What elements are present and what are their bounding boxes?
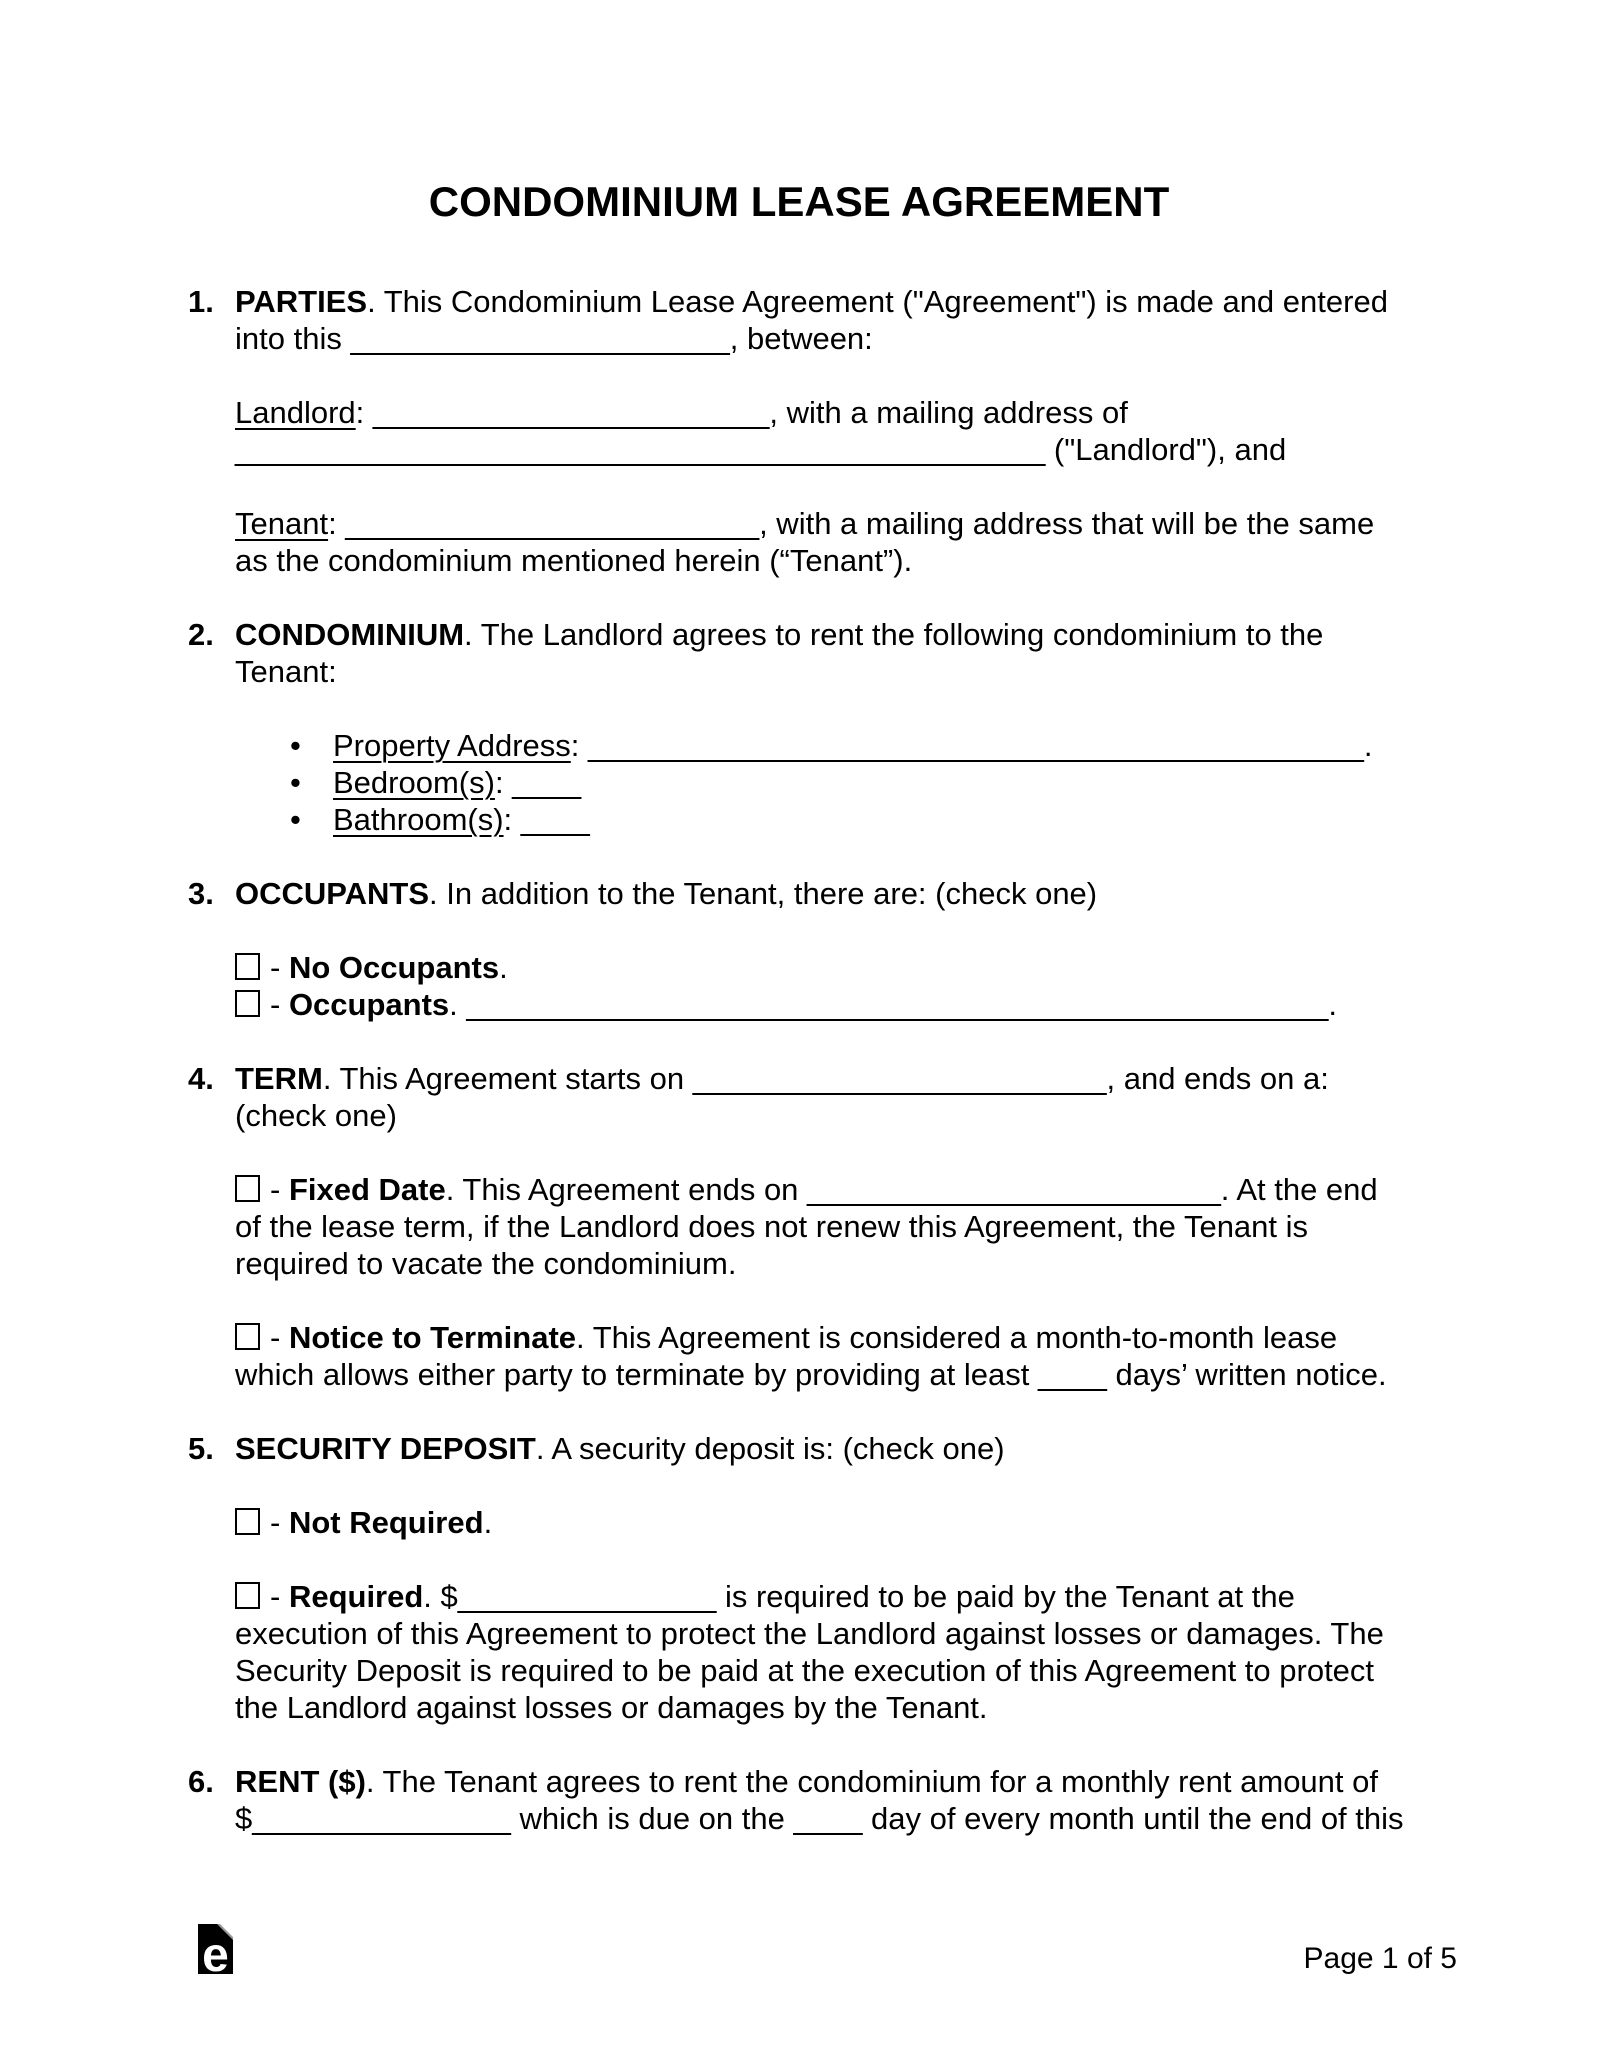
landlord-text: : _______________________, with a mailing address of _______________________________________________ ("Landlord"), and	[235, 395, 1287, 467]
option-text: .	[483, 1505, 493, 1540]
bedrooms-label: Bedroom(s)	[333, 765, 495, 800]
section-security-deposit	[188, 1430, 1410, 1763]
occupants-intro	[235, 875, 1410, 912]
occupants-options	[235, 949, 1410, 1023]
option-no-occupants	[235, 949, 1410, 986]
rent-intro	[235, 1763, 1410, 1837]
option-label: Required	[288, 1579, 424, 1614]
tenant-text: : ________________________, with a mailing address that will be the same as the condominium mentioned herein (“Tenant”).	[235, 506, 1375, 578]
checkbox-required-icon	[235, 1582, 260, 1609]
bullet-icon: •	[290, 765, 301, 800]
section-heading: OCCUPANTS	[235, 876, 430, 911]
section-heading: CONDOMINIUM	[235, 617, 465, 652]
section-number: 2.	[188, 617, 214, 652]
property-address-label: Property Address	[333, 728, 571, 763]
bullet-icon: •	[290, 728, 301, 763]
option-text: . This Agreement ends on ________________________. At the end of the lease term, if the Landlord does not renew this Agreement, the Tenant is required to vacate the condominium.	[235, 1172, 1378, 1281]
section-number: 6.	[188, 1764, 214, 1799]
condominium-bullet-list	[235, 727, 1410, 838]
section-number: 4.	[188, 1061, 214, 1096]
bathrooms-line	[333, 801, 1410, 838]
option-text: . $_______________ is required to be paid by the Tenant at the execution of this Agreement to protect the Landlord against losses or damages. The Security Deposit is required to be paid at the execution of this Agreement to protect the Landlord against losses or damages by the Tenant.	[235, 1579, 1384, 1725]
parties-intro	[235, 283, 1410, 357]
parties-intro-text: . This Condominium Lease Agreement ("Agreement") is made and entered into this ______________________, between:	[235, 284, 1388, 356]
bedrooms-blank: : ____	[494, 765, 582, 800]
bullet-property-address	[290, 727, 1410, 764]
landlord-label: Landlord	[235, 395, 356, 430]
page-number: Page 1 of 5	[1303, 1942, 1457, 1975]
dash-separator: -	[270, 1579, 289, 1614]
checkbox-no-occupants-icon	[235, 953, 260, 980]
rent-intro-text: . The Tenant agrees to rent the condominium for a monthly rent amount of $_______________ which is due on the ____ day of every month until the end of this	[235, 1764, 1404, 1836]
bullet-icon: •	[290, 802, 301, 837]
checkbox-notice-terminate-icon	[235, 1323, 260, 1350]
landlord-clause	[235, 394, 1410, 468]
property-address-line	[333, 727, 1410, 764]
option-label: No Occupants	[288, 950, 500, 985]
option-blank: . __________________________________________________.	[449, 987, 1338, 1022]
option-label: Not Required	[288, 1505, 484, 1540]
checkbox-not-required-icon	[235, 1508, 260, 1535]
dash-separator: -	[270, 987, 289, 1022]
section-heading: TERM	[235, 1061, 323, 1096]
section-condominium	[188, 616, 1410, 875]
option-occupants	[235, 986, 1410, 1023]
eforms-logo-letter: e	[202, 1929, 229, 1974]
bedrooms-line	[333, 764, 1410, 801]
section-occupants	[188, 875, 1410, 1060]
eforms-logo	[198, 1924, 233, 1974]
bullet-bathrooms	[290, 801, 1410, 838]
condominium-intro-text: . The Landlord agrees to rent the following condominium to the Tenant:	[235, 617, 1324, 689]
term-intro	[235, 1060, 1410, 1134]
option-label: Occupants	[288, 987, 450, 1022]
section-number: 1.	[188, 284, 214, 319]
security-deposit-intro-text: . A security deposit is: (check one)	[535, 1431, 1005, 1466]
tenant-clause	[235, 505, 1410, 579]
property-address-blank: : _____________________________________________.	[570, 728, 1373, 763]
option-text: . This Agreement is considered a month-to-month lease which allows either party to terminate by providing at least ____ days’ written notice.	[235, 1320, 1387, 1392]
dash-separator: -	[270, 1320, 289, 1355]
tenant-label: Tenant	[235, 506, 329, 541]
option-not-required	[235, 1504, 1410, 1541]
document-content	[188, 178, 1410, 1874]
bathrooms-label: Bathroom(s)	[333, 802, 504, 837]
section-heading: RENT ($)	[235, 1764, 366, 1799]
occupants-intro-text: . In addition to the Tenant, there are: (check one)	[429, 876, 1098, 911]
option-label: Fixed Date	[288, 1172, 446, 1207]
bullet-bedrooms	[290, 764, 1410, 801]
option-label: Notice to Terminate	[288, 1320, 577, 1355]
page-title: CONDOMINIUM LEASE AGREEMENT	[428, 178, 1170, 225]
option-text: .	[499, 950, 508, 985]
dash-separator: -	[270, 1172, 289, 1207]
section-rent	[188, 1763, 1410, 1874]
checkbox-fixed-date-icon	[235, 1175, 260, 1202]
checkbox-occupants-icon	[235, 990, 260, 1017]
section-number: 3.	[188, 876, 214, 911]
section-number: 5.	[188, 1431, 214, 1466]
bathrooms-blank: : ____	[503, 802, 590, 837]
section-heading: PARTIES	[235, 284, 368, 319]
dash-separator: -	[270, 950, 289, 985]
condominium-intro	[235, 616, 1410, 690]
section-term	[188, 1060, 1410, 1430]
section-parties	[188, 283, 1410, 616]
security-deposit-intro	[235, 1430, 1410, 1467]
option-notice-terminate	[235, 1319, 1410, 1393]
dash-separator: -	[270, 1505, 289, 1540]
term-intro-text: . This Agreement starts on ________________________, and ends on a: (check one)	[235, 1061, 1329, 1133]
section-heading: SECURITY DEPOSIT	[235, 1431, 536, 1466]
option-fixed-date	[235, 1171, 1410, 1282]
option-required	[235, 1578, 1410, 1726]
